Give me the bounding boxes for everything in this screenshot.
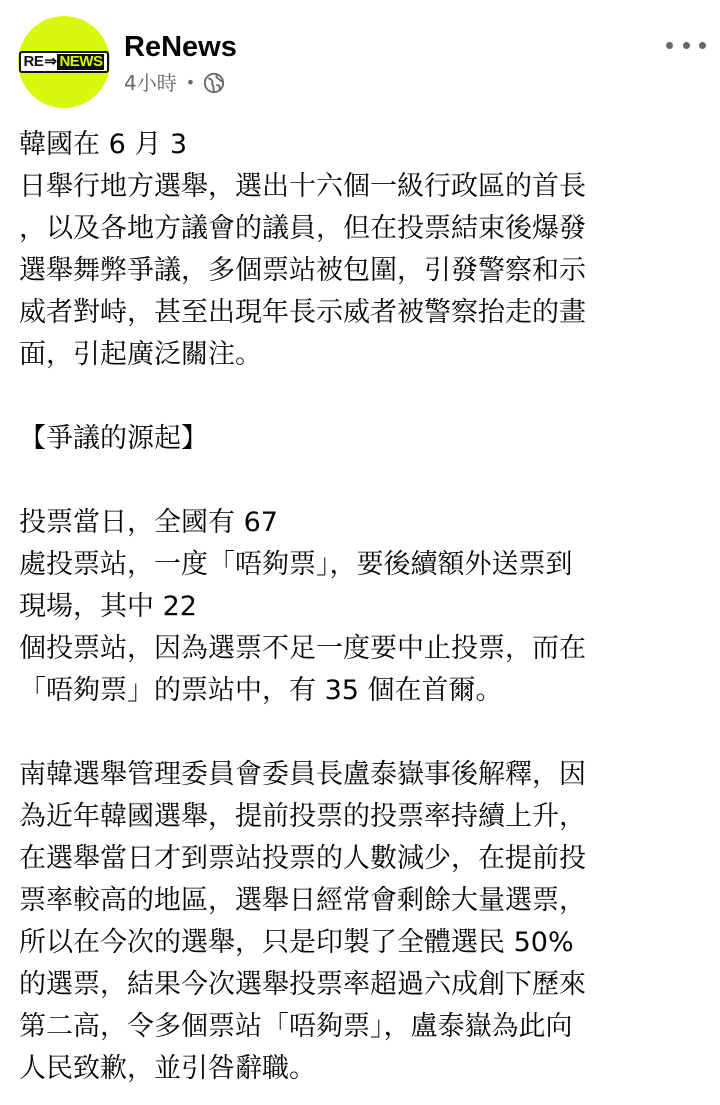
post-text-line: 為近年韓國選舉，提前投票的投票率持續上升， — [19, 801, 586, 832]
post-text-line: 的選票，結果今次選舉投票率超過六成創下歷來 — [19, 969, 586, 1000]
post-time-link[interactable]: 4小時 — [124, 71, 177, 95]
globe-icon[interactable] — [203, 72, 225, 94]
post-text-line: 南韓選舉管理委員會委員長盧泰嶽事後解釋，因 — [19, 759, 586, 790]
post-text-line: 現場，其中 22 — [19, 591, 197, 622]
post-text-line: 【爭議的源起】 — [19, 423, 208, 454]
avatar[interactable] — [18, 16, 110, 108]
blank-line — [19, 376, 703, 418]
more-dot-icon — [699, 42, 706, 49]
post-text-line: 威者對峙，甚至出現年長示威者被警察抬走的畫 — [19, 297, 586, 328]
post-text-line: 處投票站，一度「唔夠票」，要後續額外送票到 — [19, 549, 573, 580]
post-text-line: 日舉行地方選舉，選出十六個一級行政區的首長 — [19, 171, 586, 202]
post-text-line: 所以在今次的選舉，只是印製了全體選民 50% — [19, 927, 574, 958]
post-header — [18, 16, 702, 112]
post-text-line: 選舉舞弊爭議，多個票站被包圍，引發警察和示 — [19, 255, 586, 286]
logo-news-text: NEWS — [59, 53, 103, 70]
post-text-line: 第二高，令多個票站「唔夠票」，盧泰嶽為此向 — [19, 1011, 573, 1042]
post-meta — [124, 70, 225, 96]
post-text-line: 票率較高的地區，選舉日經常會剩餘大量選票， — [19, 885, 586, 916]
post-text-line: 投票當日，全國有 67 — [19, 507, 278, 538]
blank-line — [19, 460, 703, 502]
post-text-line: ，以及各地方議會的議員，但在投票結束後爆發 — [19, 213, 586, 244]
meta-separator: • — [185, 73, 196, 92]
blank-line — [19, 712, 703, 754]
post-text-line: 韓國在 6 月 3 — [19, 129, 188, 160]
more-options-button[interactable] — [666, 36, 706, 54]
renews-logo — [19, 51, 110, 73]
page-name-link[interactable]: ReNews — [124, 31, 237, 63]
post-text-line: 人民致歉，並引咎辭職。 — [19, 1053, 316, 1084]
logo-re-text: RE — [23, 53, 44, 70]
more-dot-icon — [683, 42, 690, 49]
post-text — [19, 124, 703, 1090]
post-text-line: 面，引起廣泛關注。 — [19, 339, 262, 370]
logo-arrow-icon: ⇒ — [44, 53, 57, 70]
post-text-line: 「唔夠票」的票站中，有 35 個在首爾。 — [19, 675, 503, 706]
more-dot-icon — [666, 42, 673, 49]
post-text-line: 個投票站，因為選票不足一度要中止投票，而在 — [19, 633, 586, 664]
post-text-line: 在選舉當日才到票站投票的人數減少，在提前投 — [19, 843, 586, 874]
